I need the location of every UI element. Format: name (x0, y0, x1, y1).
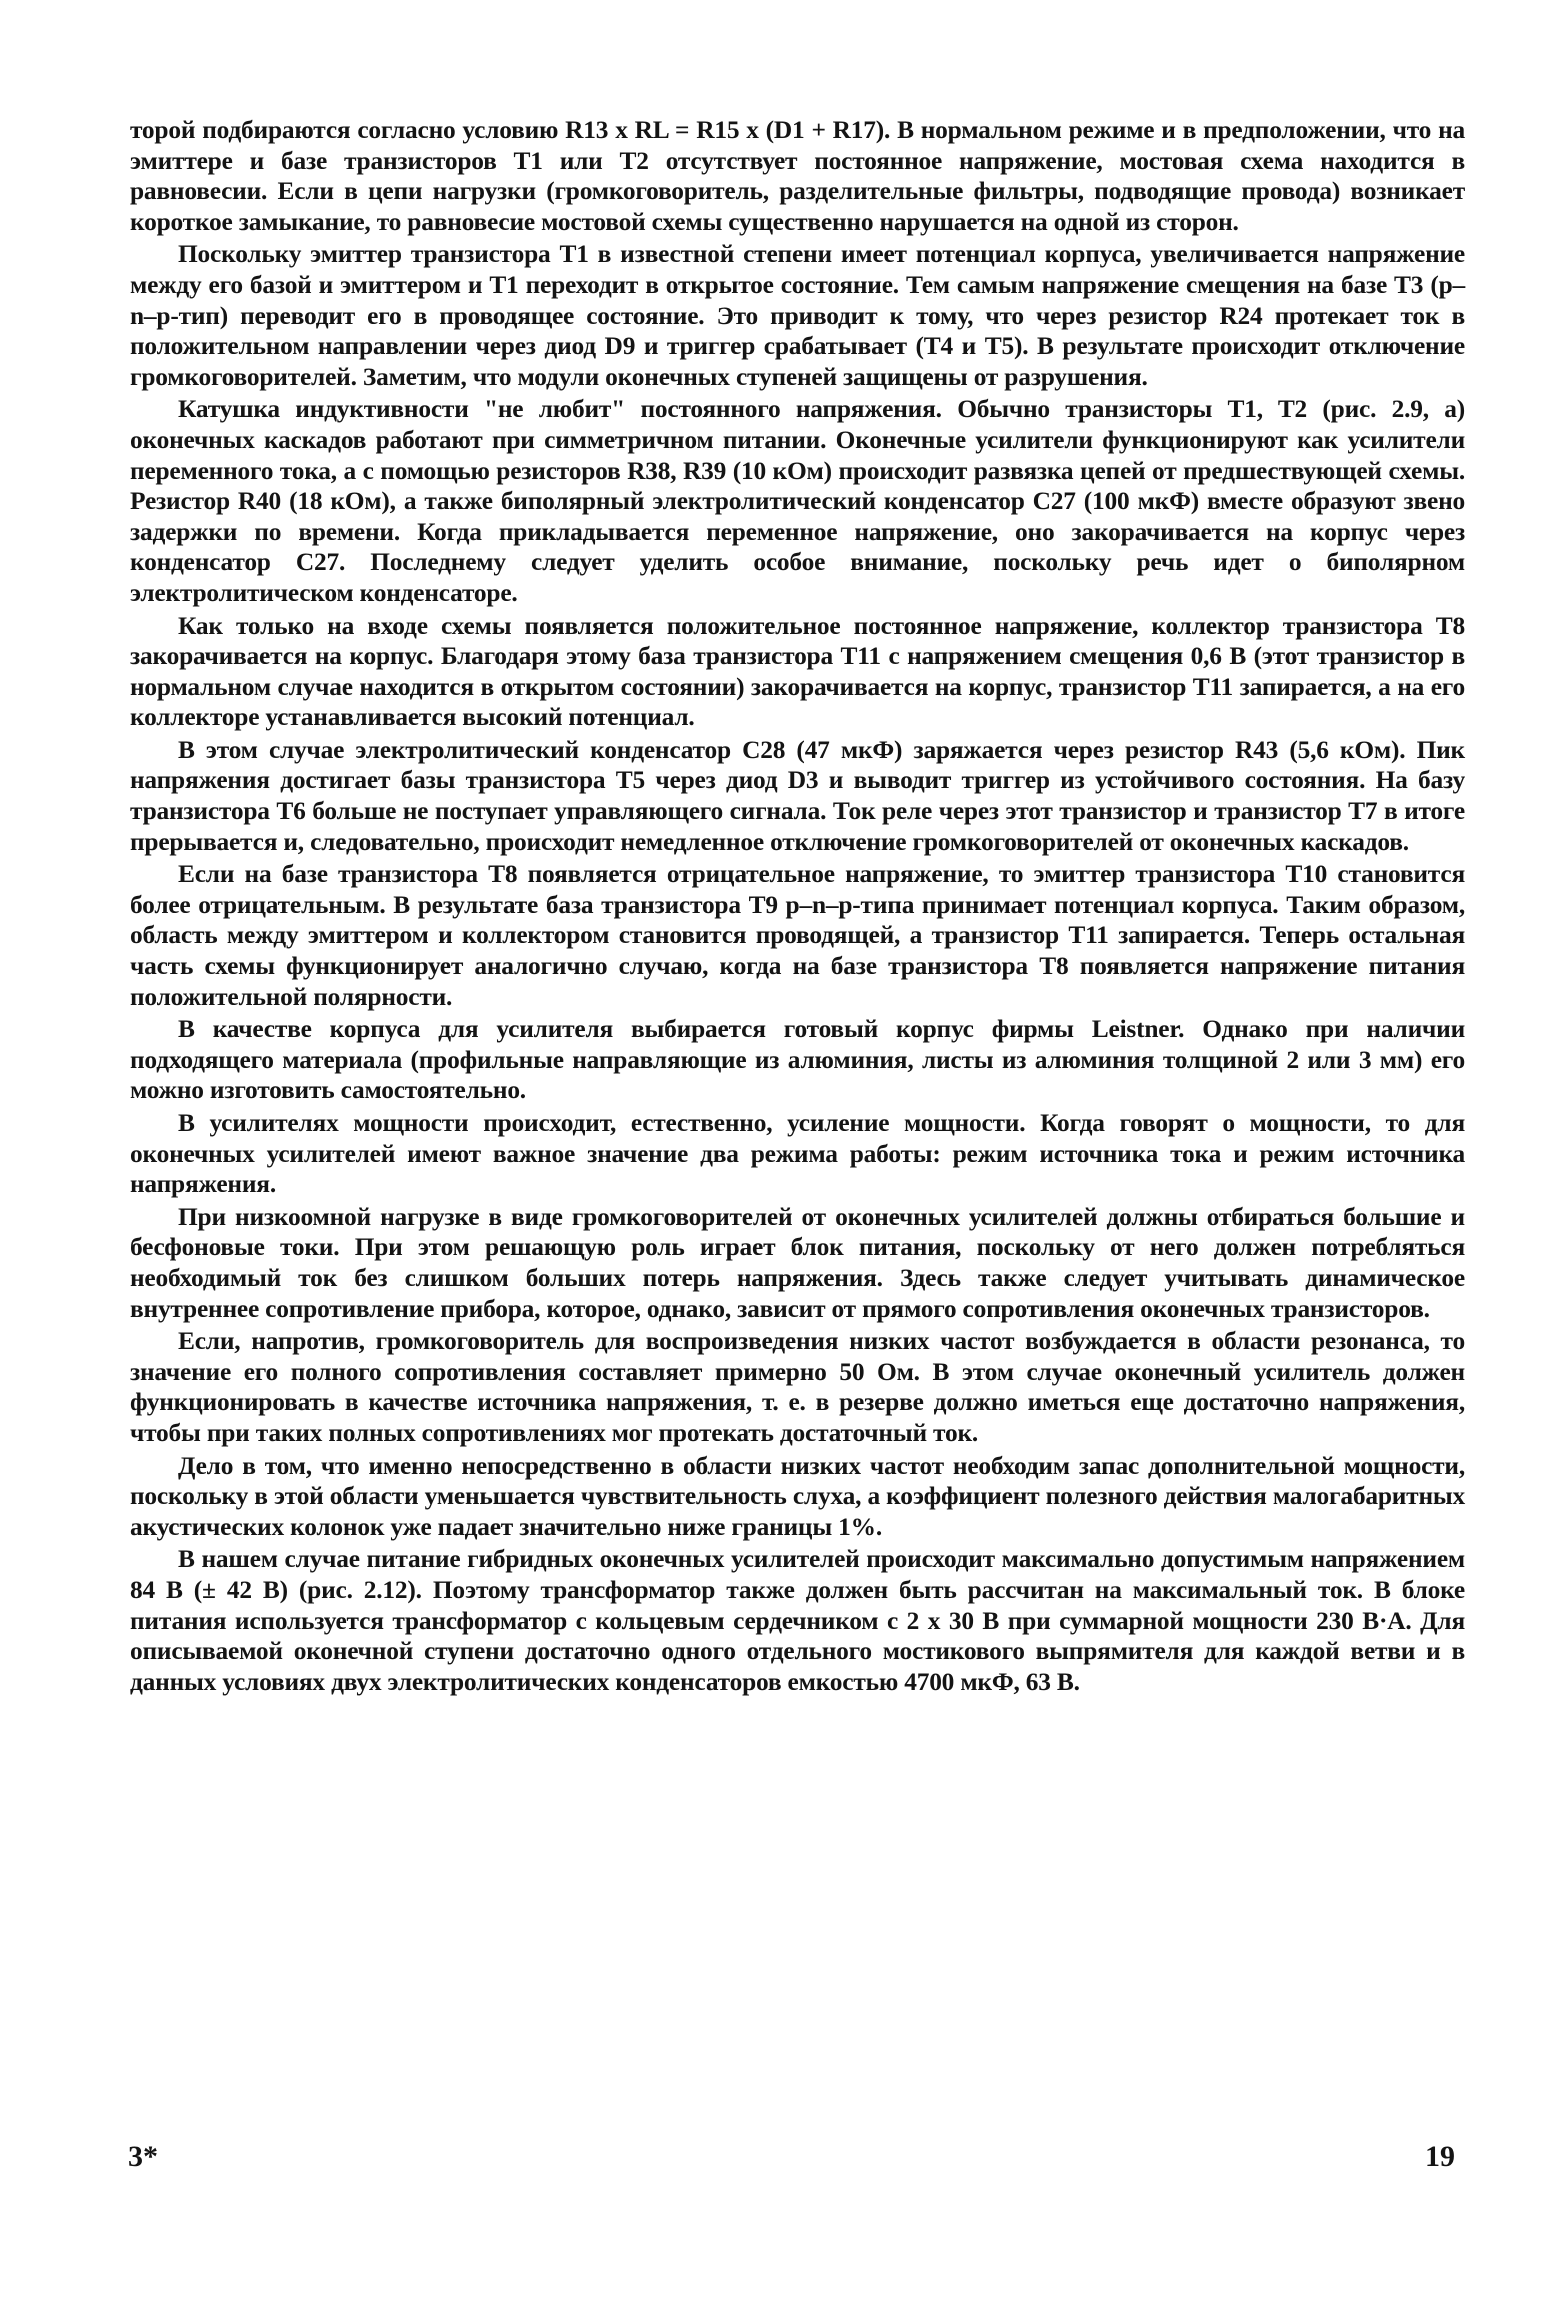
paragraph-5: В этом случае электролитический конденсатор C28 (47 мкФ) заряжается через резистор R43 (5,6 кОм). Пик напряжения достигает базы транзистора T5 через диод D3 и выводит триггер из устойчивого состояния. На базу транзистора T6 больше не поступает управляющего сигнала. Ток реле через этот транзистор и транзистор T7 в итоге прерывается и, следовательно, происходит немедленное отключение громкоговорителей от оконечных каскадов. (130, 735, 1465, 856)
page-body (130, 115, 1465, 1699)
paragraph-3-text: Обычно транзисторы T1, T2 (рис. 2.9, a) оконечных каскадов работают при симметричном питании. Оконечные усилители функционируют как усилители переменного тока, а с помощью резисторов R38, R39 (10 кОм) происходит развязка цепей от предшествующей схемы. Резистор R40 (18 кОм), а также биполярный электролитический конденсатор C27 (100 мкФ) вместе образуют звено задержки по времени. Когда прикладывается переменное напряжение, оно закорачивается на корпус через конденсатор C27. Последнему следует уделить особое внимание, поскольку речь идет о биполярном электролитическом конденсаторе. (130, 395, 1465, 607)
paragraph-11: Дело в том, что именно непосредственно в области низких частот необходим запас дополнительной мощности, поскольку в этой области уменьшается чувствительность слуха, а коэффициент полезного действия малогабаритных акустических колонок уже падает значительно ниже границы 1%. (130, 1451, 1465, 1541)
paragraph-8: В усилителях мощности происходит, естественно, усиление мощности. Когда говорят о мощности, то для оконечных усилителей имеют важное значение два режима работы: режим источника тока и режим источника напряжения. (130, 1109, 1465, 1199)
paragraph-6: Если на базе транзистора T8 появляется отрицательное напряжение, то эмиттер транзистора T10 становится более отрицательным. В результате база транзистора T9 p–n–p-типа принимает потенциал корпуса. Таким образом, область между эмиттером и коллектором становится проводящей, а транзистор T11 запирается. Теперь остальная часть схемы функционирует аналогично случаю, когда на базе транзистора T8 появляется напряжение питания положительной полярности. (130, 860, 1465, 1011)
paragraph-4: Как только на входе схемы появляется положительное постоянное напряжение, коллектор транзистора T8 закорачивается на корпус. Благодаря этому база транзистора T11 с напряжением смещения 0,6 В (этот транзистор в нормальном случае находится в открытом состоянии) закорачивается на корпус, транзистор T11 запирается, а на его коллекторе устанавливается высокий потенциал. (130, 611, 1465, 732)
paragraph-3-lead: Катушка индуктивности "не любит" постоянного напряжения. (178, 395, 942, 424)
paragraph-12: В нашем случае питание гибридных оконечных усилителей происходит максимально допустимым напряжением 84 В (± 42 В) (рис. 2.12). Поэтому трансформатор также должен быть рассчитан на максимальный ток. В блоке питания используется трансформатор с кольцевым сердечником с 2 x 30 В при суммарной мощности 230 В·А. Для описываемой оконечной ступени достаточно одного отдельного мостикового выпрямителя для каждой ветви и в данных условиях двух электролитических конденсаторов емкостью 4700 мкФ, 63 В. (130, 1545, 1465, 1696)
page-number: 19 (1425, 2140, 1455, 2173)
paragraph-1: торой подбираются согласно условию R13 x RL = R15 x (D1 + R17). В нормальном режиме и в предположении, что на эмиттере и базе транзисторов T1 или T2 отсутствует постоянное напряжение, мостовая схема находится в равновесии. Если в цепи нагрузки (громкоговоритель, разделительные фильтры, подводящие провода) возникает короткое замыкание, то равновесие мостовой схемы существенно нарушается на одной из сторон. (130, 116, 1465, 236)
paragraph-3 (130, 394, 1465, 608)
signature-mark: 3* (128, 2140, 158, 2173)
paragraph-7: В качестве корпуса для усилителя выбирается готовый корпус фирмы Leistner. Однако при наличии подходящего материала (профильные направляющие из алюминия, листы из алюминия толщиной 2 или 3 мм) его можно изготовить самостоятельно. (130, 1015, 1465, 1105)
paragraph-10: Если, напротив, громкоговоритель для воспроизведения низких частот возбуждается в области резонанса, то значение его полного сопротивления составляет примерно 50 Ом. В этом случае оконечный усилитель должен функционировать в качестве источника напряжения, т. е. в резерве должно иметься еще достаточно напряжения, чтобы при таких полных сопротивлениях мог протекать достаточный ток. (130, 1327, 1465, 1447)
paragraph-9: При низкоомной нагрузке в виде громкоговорителей от оконечных усилителей должны отбираться большие и бесфоновые токи. При этом решающую роль играет блок питания, поскольку от него должен потребляться необходимый ток без слишком больших потерь напряжения. Здесь также следует учитывать динамическое внутреннее сопротивление прибора, которое, однако, зависит от прямого сопротивления оконечных транзисторов. (130, 1202, 1465, 1323)
paragraph-2: Поскольку эмиттер транзистора T1 в известной степени имеет потенциал корпуса, увеличивается напряжение между его базой и эмиттером и T1 переходит в открытое состояние. Тем самым напряжение смещения на базе T3 (p–n–p-тип) переводит его в проводящее состояние. Это приводит к тому, что через резистор R24 протекает ток в положительном направлении через диод D9 и триггер срабатывает (T4 и T5). В результате происходит отключение громкоговорителей. Заметим, что модули оконечных ступеней защищены от разрушения. (130, 240, 1465, 391)
